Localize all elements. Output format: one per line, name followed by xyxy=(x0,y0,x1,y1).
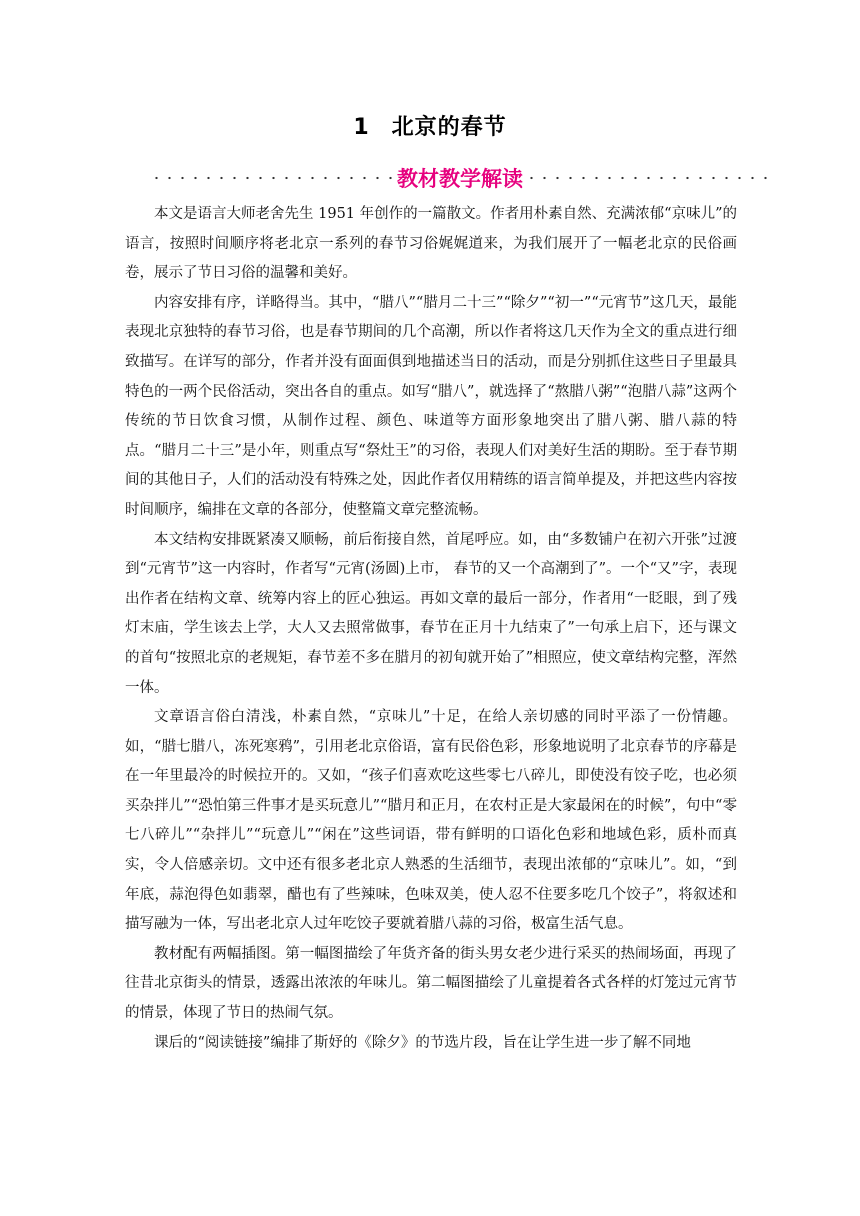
paragraph: 文章语言俗白清浅，朴素自然，“京味儿”十足，在给人亲切感的同时平添了一份情趣。如，“腊七腊八，冻死寒鸦”，引用老北京俗语，富有民俗色彩，形象地说明了北京春节的序幕是在一年里最冷的时候拉开的。又如，“孩子们喜欢吃这些零七八碎儿，即使没有饺子吃，也必须买杂拌儿”“恐怕第三件事才是买玩意儿”“腊月和正月，在农村正是大家最闲在的时候”，句中“零七八碎儿”“杂拌儿”“玩意儿”“闲在”这些词语，带有鲜明的口语化色彩和地域色彩，质朴而真实，令人倍感亲切。文中还有很多老北京人熟悉的生活细节，表现出浓郁的“京味儿”。如，“到年底，蒜泡得色如翡翠，醋也有了些辣味，色味双美，使人忍不住要多吃几个饺子”，将叙述和描写融为一体，写出老北京人过年吃饺子要就着腊八蒜的习俗，极富生活气息。 xyxy=(125,709,737,933)
page-title xyxy=(0,110,860,141)
paragraph: 课后的“阅读链接”编排了斯妤的《除夕》的节选片段，旨在让学生进一步了解不同地 xyxy=(154,1034,691,1051)
paragraph: 本文是语言大师老舍先生 1951 年创作的一篇散文。作者用朴素自然、充满浓郁“京味儿”的语言，按照时间顺序将老北京一系列的春节习俗娓娓道来，为我们展开了一幅老北京的民俗画卷，展示了节日习俗的温馨和美好。 xyxy=(125,206,737,282)
dotted-rule-right xyxy=(525,176,770,180)
section-title: 教材教学解读 xyxy=(397,167,523,191)
paragraph: 教材配有两幅插图。第一幅图描绘了年货齐备的街头男女老少进行采买的热闹场面，再现了往昔北京街头的情景，透露出浓浓的年味儿。第二幅图描绘了儿童提着各式各样的灯笼过元宵节的情景，体现了节日的热闹气氛。 xyxy=(125,945,737,1022)
title-text: 北京的春节 xyxy=(391,115,507,140)
paragraph: 本文结构安排既紧凑又顺畅，前后衔接自然，首尾呼应。如，由“多数铺户在初六开张”过渡到“元宵节”这一内容时，作者写“元宵(汤圆)上市， 春节的又一个高潮到了”。一个“又”字，表现出作者在结构文章、统筹内容上的匠心独运。再如文章的最后一部分，作者用“一眨眼，到了残灯末庙，学生该去上学，大人又去照常做事，春节在正月十九结束了”一句承上启下，还与课文的首句“按照北京的老规矩，春节差不多在腊月的初旬就开始了”相照应，使文章结构完整，浑然一体。 xyxy=(125,531,737,696)
article-body xyxy=(125,200,737,1058)
section-heading xyxy=(150,163,770,193)
paragraph: 内容安排有序，详略得当。其中，“腊八”“腊月二十三”“除夕”“初一”“元宵节”这几天，最能表现北京独特的春节习俗，也是春节期间的几个高潮，所以作者将这几天作为全文的重点进行细致描写。在详写的部分，作者并没有面面俱到地描述当日的活动，而是分别抓住这些日子里最具特色的一两个民俗活动，突出各自的重点。如写“腊八”，就选择了“熬腊八粥”“泡腊八蒜”这两个传统的节日饮食习惯，从制作过程、颜色、味道等方面形象地突出了腊八粥、腊八蒜的特点。“腊月二十三”是小年，则重点写“祭灶王”的习俗，表现人们对美好生活的期盼。至于春节期间的其他日子，人们的活动没有特殊之处，因此作者仅用精练的语言简单提及，并把这些内容按时间顺序，编排在文章的各部分，使整篇文章完整流畅。 xyxy=(125,294,737,518)
dotted-rule-left xyxy=(150,176,395,180)
title-number: 1 xyxy=(353,115,370,140)
